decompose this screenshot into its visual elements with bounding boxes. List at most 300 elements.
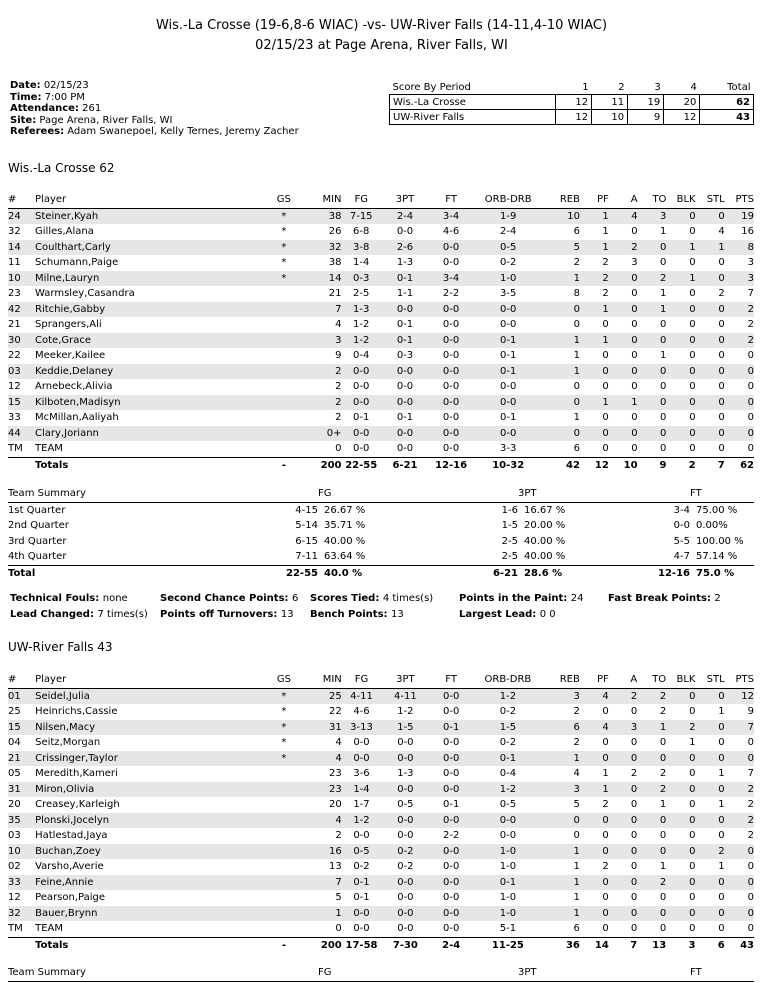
quarter-label: 1st Quarter xyxy=(8,504,66,516)
starter: - xyxy=(265,937,303,953)
player-row xyxy=(8,844,754,860)
summary-row xyxy=(8,534,754,550)
player-name: Player xyxy=(35,192,265,208)
stat-label: Largest Lead: xyxy=(459,609,537,620)
rebounds-split: 0-1 xyxy=(473,875,543,891)
minutes: 21 xyxy=(328,288,342,299)
rebounds: 1 xyxy=(543,906,580,922)
minutes: 23 xyxy=(329,768,342,779)
minutes: 16 xyxy=(303,844,342,860)
blocks: 0 xyxy=(666,844,695,860)
game-title: Wis.-La Crosse (19-6,8-6 WIAC) -vs- UW-River Falls (14-11,4-10 WIAC) xyxy=(155,18,608,33)
free-throws: 0-0 xyxy=(442,923,460,934)
field-goals: 1-4 xyxy=(353,257,370,268)
jersey: 03 xyxy=(8,364,35,380)
fouls: 0 xyxy=(602,412,609,423)
player-name: Nilsen,Macy xyxy=(35,720,265,736)
free-throws: 0-0 xyxy=(429,364,473,380)
blocks: 0 xyxy=(689,350,696,361)
free-throws: 2-2 xyxy=(442,288,460,299)
steals: 0 xyxy=(718,737,725,748)
rebounds: 42 xyxy=(543,457,580,473)
player-row xyxy=(8,906,754,922)
points: 7 xyxy=(747,768,754,779)
jersey: 25 xyxy=(8,706,21,717)
stat-value: 7 times(s) xyxy=(97,609,148,620)
rebounds: 2 xyxy=(573,257,580,268)
free-throws: FT xyxy=(429,192,473,208)
assists: 0 xyxy=(609,906,637,922)
jersey: 32 xyxy=(8,906,35,922)
player-name: Keddie,Delaney xyxy=(35,364,265,380)
minutes: 14 xyxy=(303,271,342,287)
player-row xyxy=(8,735,754,751)
rebounds-split: 0-5 xyxy=(499,799,517,810)
technical-fouls xyxy=(10,593,128,604)
rebounds: 1 xyxy=(543,271,580,287)
assists: 2 xyxy=(609,240,638,256)
minutes: 200 xyxy=(303,937,342,953)
points: 2 xyxy=(747,830,754,841)
period-score: 11 xyxy=(592,95,628,110)
ft-pct: 75.0 % xyxy=(690,565,754,581)
assists: 0 xyxy=(609,426,638,442)
points: 0 xyxy=(747,737,754,748)
steals: 0 xyxy=(718,381,725,392)
quarter-label: 4th Quarter xyxy=(8,551,67,562)
team1-title: Wis.-La Crosse 62 xyxy=(8,161,115,175)
three-pointers: 0-0 xyxy=(396,443,414,454)
bench-points xyxy=(310,609,404,620)
jersey: 15 xyxy=(8,720,35,736)
assists: 0 xyxy=(631,350,638,361)
turnovers: 2 xyxy=(637,782,666,798)
rebounds: 10 xyxy=(543,208,580,224)
team2-box-score xyxy=(8,672,754,953)
turnovers: TO xyxy=(637,672,666,688)
team2-title: UW-River Falls 43 xyxy=(8,640,113,654)
assists: 1 xyxy=(609,395,638,411)
rebounds: 1 xyxy=(573,892,580,903)
assists: 0 xyxy=(609,751,637,767)
rebounds: 5 xyxy=(543,240,580,256)
steals: 0 xyxy=(718,892,725,903)
field-goals: 1-3 xyxy=(342,302,381,318)
quarter-label: 2nd Quarter xyxy=(8,520,69,531)
rebounds-split: 1-5 xyxy=(473,720,543,736)
steals: 0 xyxy=(718,412,725,423)
jersey: 01 xyxy=(8,688,35,704)
rebounds: 2 xyxy=(573,737,580,748)
player-row xyxy=(8,286,754,302)
points: 16 xyxy=(741,226,754,237)
steals: 0 xyxy=(696,364,725,380)
steals: 0 xyxy=(696,333,725,349)
player-name: Feine,Annie xyxy=(35,875,265,891)
blocks: 2 xyxy=(666,720,695,736)
points: 0 xyxy=(747,861,754,872)
points: 7 xyxy=(725,720,754,736)
field-goals: 0-0 xyxy=(342,751,381,767)
rebounds-split: 0-0 xyxy=(473,302,543,318)
turnovers: TO xyxy=(638,192,667,208)
starter xyxy=(265,426,303,442)
turnovers: 0 xyxy=(660,443,667,454)
steals: 0 xyxy=(696,208,725,224)
turnovers: 0 xyxy=(660,412,667,423)
team2-summary xyxy=(8,965,754,982)
turnovers: 0 xyxy=(637,813,666,829)
points: 0 xyxy=(725,906,754,922)
minutes: 4 xyxy=(303,751,342,767)
rebounds: 36 xyxy=(543,937,580,953)
stat-value: 13 xyxy=(280,609,294,620)
starter xyxy=(265,317,303,333)
assists: 0 xyxy=(609,844,637,860)
points: 2 xyxy=(747,319,754,330)
free-throws: 0-0 xyxy=(430,906,473,922)
three-pointers: 0-1 xyxy=(381,271,429,287)
three-pointers: 1-3 xyxy=(396,257,414,268)
fg-pct: 40.0 % xyxy=(318,565,438,581)
stat-label: Lead Changed: xyxy=(10,609,94,620)
steals: 0 xyxy=(696,271,725,287)
jersey: 33 xyxy=(8,412,21,423)
free-throws: 0-0 xyxy=(429,395,473,411)
turnovers: 1 xyxy=(660,226,667,237)
jersey: # xyxy=(8,192,35,208)
total-score: 62 xyxy=(700,95,754,110)
period-score: 20 xyxy=(664,95,700,110)
starter xyxy=(265,906,303,922)
rebounds-split: 1-9 xyxy=(473,208,543,224)
game-meta xyxy=(10,80,299,138)
turnovers: 0 xyxy=(637,844,666,860)
fouls: 0 xyxy=(580,875,609,891)
player-row xyxy=(8,208,754,224)
fouls: 0 xyxy=(580,813,609,829)
free-throws: 0-0 xyxy=(442,381,460,392)
blocks: BLK xyxy=(666,192,695,208)
blocks: 1 xyxy=(689,737,696,748)
three-pointers: 0-1 xyxy=(396,319,414,330)
fouls: 0 xyxy=(602,830,609,841)
three-pointers: 0-0 xyxy=(381,875,429,891)
free-throws: 0-0 xyxy=(442,412,460,423)
three-pt-made-att: 2-5 xyxy=(501,551,518,562)
player-row xyxy=(8,410,754,426)
field-goals: 0-1 xyxy=(353,412,370,423)
points: 0 xyxy=(725,426,754,442)
starter: * xyxy=(265,208,303,224)
starter xyxy=(265,782,303,798)
turnovers: 1 xyxy=(659,861,667,872)
blocks: 0 xyxy=(689,226,696,237)
field-goals: 0-4 xyxy=(353,350,370,361)
player-name: Meredith,Kameri xyxy=(35,768,118,779)
field-goals: 1-2 xyxy=(342,333,381,349)
minutes: 9 xyxy=(335,350,342,361)
rebounds-split: 3-3 xyxy=(500,443,517,454)
rebounds: 2 xyxy=(573,706,580,717)
starter: GS xyxy=(265,192,303,208)
three-pointers: 1-2 xyxy=(397,706,414,717)
player-name: McMillan,Aaliyah xyxy=(35,412,119,423)
points: 0 xyxy=(747,892,754,903)
turnovers: 1 xyxy=(660,350,667,361)
period-score: 12 xyxy=(556,95,592,110)
fouls: 2 xyxy=(602,288,609,299)
minutes: 2 xyxy=(335,381,342,392)
steals: 0 xyxy=(696,395,725,411)
points: 62 xyxy=(725,457,754,473)
team-name: Wis.-La Crosse xyxy=(390,95,556,110)
player-name: Miron,Olivia xyxy=(35,782,265,798)
field-goals: 0-2 xyxy=(353,861,370,872)
three-pointers: 0-0 xyxy=(397,923,414,934)
game-subtitle: 02/15/23 at Page Arena, River Falls, WI xyxy=(255,38,508,53)
turnovers: 0 xyxy=(638,364,667,380)
jersey: 14 xyxy=(8,240,35,256)
turnovers: 2 xyxy=(637,875,666,891)
rebounds: REB xyxy=(543,192,580,208)
fouls: 1 xyxy=(602,226,609,237)
player-name: Seidel,Julia xyxy=(35,688,265,704)
minutes: 38 xyxy=(328,257,342,268)
blocks: 0 xyxy=(689,799,696,810)
player-name: Heinrichs,Cassie xyxy=(35,706,118,717)
field-goals: 3-13 xyxy=(342,720,381,736)
stat-value: 24 xyxy=(570,593,584,604)
three-pointers: 0-3 xyxy=(396,350,414,361)
blocks: 0 xyxy=(689,768,696,779)
points: 0 xyxy=(747,443,754,454)
three-pt-pct: 20.00 % xyxy=(524,520,566,531)
starter xyxy=(265,395,303,411)
steals: 6 xyxy=(695,937,724,953)
steals: 0 xyxy=(696,302,725,318)
steals: 4 xyxy=(718,226,725,237)
player-row xyxy=(8,828,754,844)
summary-header-row xyxy=(8,486,754,502)
score-by-period-header xyxy=(390,80,754,95)
assists: 7 xyxy=(609,937,637,953)
rebounds-split: 5-1 xyxy=(499,923,517,934)
three-pt-pct: 16.67 % xyxy=(524,504,566,516)
three-pointers: 1-1 xyxy=(396,288,414,299)
blocks: 0 xyxy=(689,892,696,903)
stat-value: 4 times(s) xyxy=(382,593,434,604)
period-score: 12 xyxy=(556,110,592,125)
summary-row xyxy=(8,518,754,534)
three-pointers: 0-0 xyxy=(381,395,429,411)
free-throws: 0-0 xyxy=(429,333,473,349)
three-pointers: 0-0 xyxy=(397,830,414,841)
minutes: 20 xyxy=(329,799,342,810)
summary-title: Team Summary xyxy=(8,965,318,981)
three-pointers: 0-0 xyxy=(381,906,429,922)
fouls: 0 xyxy=(602,319,609,330)
player-row xyxy=(8,224,754,240)
free-throws: 0-0 xyxy=(442,443,460,454)
starter xyxy=(265,766,303,782)
free-throws: 0-0 xyxy=(442,257,460,268)
points: 0 xyxy=(747,350,754,361)
free-throws: FT xyxy=(430,672,473,688)
fouls: 0 xyxy=(580,364,609,380)
starter xyxy=(265,797,303,813)
starter: * xyxy=(265,720,303,736)
stat-value: 0 0 xyxy=(539,609,556,620)
summary-row xyxy=(8,565,754,581)
starter xyxy=(265,348,303,364)
player-name: Totals xyxy=(35,457,265,473)
steals: 0 xyxy=(718,257,725,268)
blocks: 0 xyxy=(689,923,696,934)
points: 3 xyxy=(725,271,754,287)
starter: * xyxy=(265,751,303,767)
stat-label: Points off Turnovers: xyxy=(160,609,278,620)
rebounds: 1 xyxy=(573,861,580,872)
site-value: Page Arena, River Falls, WI xyxy=(39,114,173,126)
blocks: 0 xyxy=(689,319,696,330)
starter xyxy=(265,410,303,426)
rebounds-split: 0-0 xyxy=(499,830,517,841)
player-name: Arnebeck,Alivia xyxy=(35,381,113,392)
three-pointers: 2-6 xyxy=(381,240,429,256)
steals: 0 xyxy=(695,782,724,798)
assists: 2 xyxy=(609,688,637,704)
fouls: 1 xyxy=(580,208,609,224)
jersey: 20 xyxy=(8,799,21,810)
fast-break-points xyxy=(608,593,721,604)
three-pt-pct: 40.00 % xyxy=(524,535,566,547)
turnovers: 2 xyxy=(638,271,667,287)
turnovers: 0 xyxy=(660,381,667,392)
player-name: Hatlestad,Jaya xyxy=(35,830,108,841)
fg-pct: 40.00 % xyxy=(324,535,366,547)
turnovers: 3 xyxy=(638,208,667,224)
rebounds-split: 1-0 xyxy=(499,861,517,872)
ft-pct: 0.00% xyxy=(696,520,728,531)
player-row xyxy=(8,441,754,457)
minutes: 200 xyxy=(303,457,342,473)
free-throws: 0-0 xyxy=(442,861,460,872)
steals: 7 xyxy=(696,457,725,473)
fouls: 2 xyxy=(602,799,609,810)
score-by-period-label: Score By Period xyxy=(392,81,471,93)
stat-label: Bench Points: xyxy=(310,609,388,620)
fouls: 1 xyxy=(580,333,609,349)
free-throws: 12-16 xyxy=(429,457,473,473)
turnovers: 0 xyxy=(659,737,667,748)
field-goals: 7-15 xyxy=(342,208,381,224)
starter xyxy=(265,859,303,875)
blocks: 0 xyxy=(689,830,696,841)
field-goals: 0-0 xyxy=(353,443,370,454)
player-row xyxy=(8,875,754,891)
minutes: 7 xyxy=(303,302,342,318)
rebounds: 0 xyxy=(573,381,580,392)
score-by-period-table xyxy=(389,80,754,125)
field-goals: 1-2 xyxy=(353,319,370,330)
steals: 0 xyxy=(718,830,725,841)
minutes: 0 xyxy=(335,923,342,934)
player-name: Sprangers,Ali xyxy=(35,319,102,330)
starter: - xyxy=(265,457,303,473)
assists: 0 xyxy=(630,892,638,903)
summary-row xyxy=(8,502,754,518)
player-row xyxy=(8,395,754,411)
ft-pct: 75.00 % xyxy=(696,504,738,516)
lead-changed xyxy=(10,609,148,620)
player-row xyxy=(8,813,754,829)
fg-made-att: 5-14 xyxy=(295,520,318,531)
three-pointers: 0-0 xyxy=(381,426,429,442)
jersey: TM xyxy=(8,443,23,454)
starter xyxy=(265,286,303,302)
fg-made-att: 22-55 xyxy=(248,565,318,581)
rebounds-split: 1-0 xyxy=(473,271,543,287)
stat-label: Scores Tied: xyxy=(310,593,380,604)
free-throws: 0-0 xyxy=(442,768,460,779)
jersey: 03 xyxy=(8,830,21,841)
fouls: 1 xyxy=(580,240,609,256)
fouls: 2 xyxy=(602,257,609,268)
free-throws: 0-0 xyxy=(429,240,473,256)
assists: 0 xyxy=(631,412,638,423)
steals: 0 xyxy=(695,751,724,767)
rebounds: 0 xyxy=(543,302,580,318)
assists: 0 xyxy=(630,830,638,841)
turnovers: 0 xyxy=(660,319,667,330)
points: 43 xyxy=(725,937,754,953)
rebounds-split: ORB-DRB xyxy=(473,672,543,688)
three-pointers: 0-0 xyxy=(381,364,429,380)
turnovers: 1 xyxy=(638,302,667,318)
player-row xyxy=(8,240,754,256)
rebounds: 0 xyxy=(543,426,580,442)
player-name: Warmsley,Casandra xyxy=(35,288,135,299)
starter: * xyxy=(281,706,287,717)
three-pointers: 0-0 xyxy=(396,226,414,237)
three-pointers: 0-0 xyxy=(397,892,414,903)
field-goals: 0-0 xyxy=(353,830,370,841)
steals: 0 xyxy=(695,906,724,922)
points: 9 xyxy=(747,706,754,717)
stat-value: 6 xyxy=(292,593,299,604)
points: 0 xyxy=(725,395,754,411)
spacer xyxy=(438,965,518,981)
rebounds: 5 xyxy=(573,799,580,810)
steals: 0 xyxy=(695,688,724,704)
period-header: 4 xyxy=(690,81,697,93)
field-goals: 3-6 xyxy=(353,768,370,779)
player-name: Meeker,Kailee xyxy=(35,350,106,361)
assists: 0 xyxy=(609,782,637,798)
free-throws: 0-0 xyxy=(429,302,473,318)
fouls: 4 xyxy=(580,720,609,736)
ft-header: FT xyxy=(690,965,754,981)
three-pointers: 0-0 xyxy=(397,737,414,748)
ft-made-att: 4-7 xyxy=(673,551,690,562)
steals: 2 xyxy=(695,844,724,860)
player-name: Cote,Grace xyxy=(35,333,265,349)
jersey: 02 xyxy=(8,861,21,872)
rebounds: 6 xyxy=(573,923,580,934)
fouls: 0 xyxy=(602,350,609,361)
steals: STL xyxy=(696,192,725,208)
